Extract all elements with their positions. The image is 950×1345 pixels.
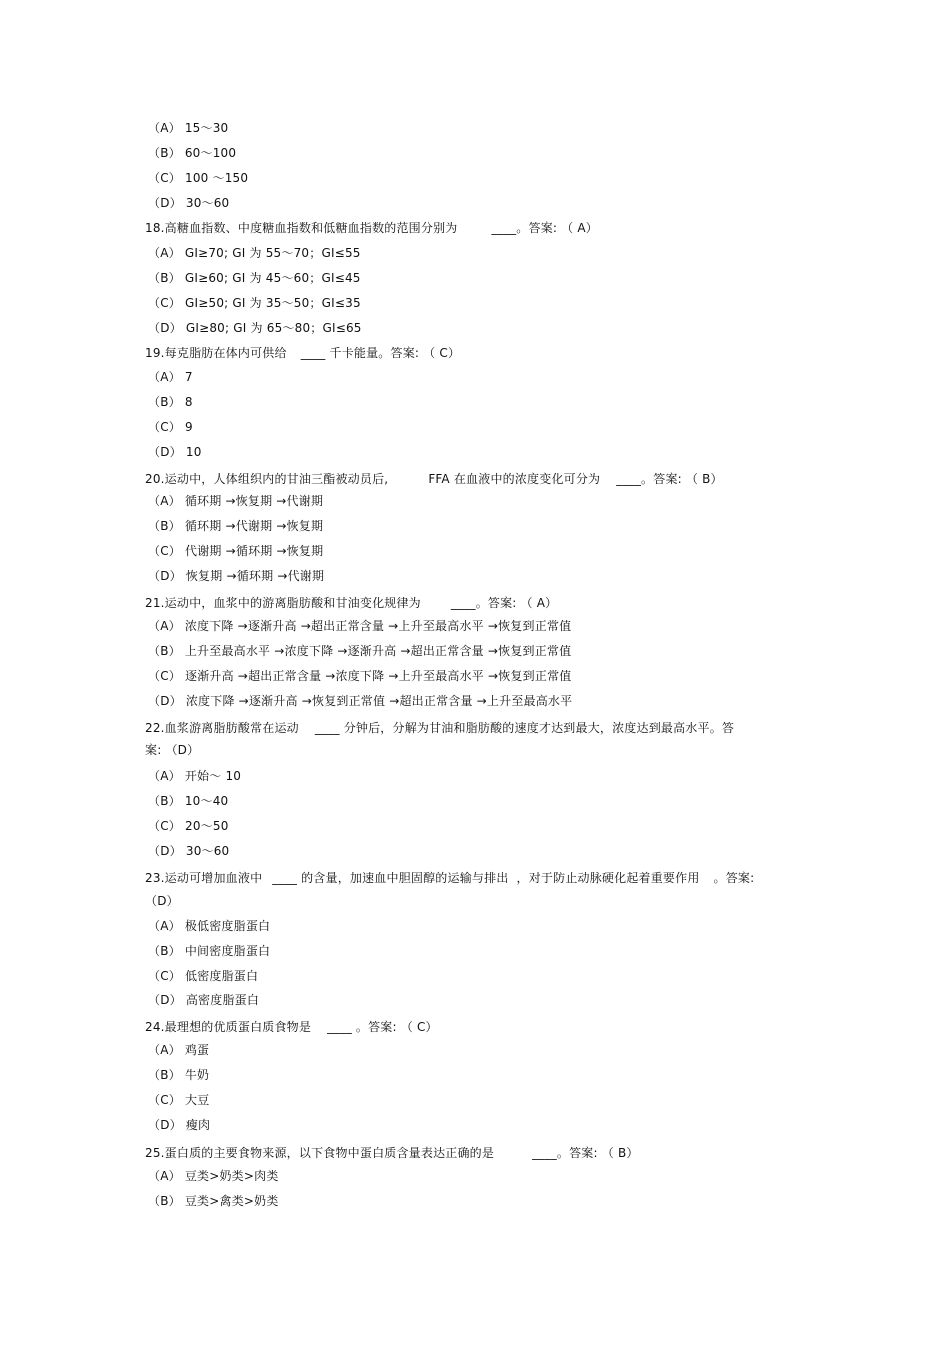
question-23 [145,870,754,886]
question-stem: 22.血浆游离脂肪酸常在运动 [145,721,299,735]
question-stem: 19.每克脂肪在体内可供给 [145,346,287,360]
question-stem: 18.高糖血指数、中度糖血指数和低糖血指数的范围分别为 [145,221,458,235]
option-a: （A） 鸡蛋 [148,1043,210,1057]
question-stem-cont: ____ 分钟后，分解为甘油和脂肪酸的速度才达到最大，浓度达到最高水平。答 [314,721,735,735]
option-d: （D） 恢复期 →循环期 →代谢期 [148,569,325,583]
question-20 [145,471,723,487]
question-answer: （D） [145,894,179,908]
option-d: （D） 瘦肉 [148,1118,211,1132]
question-answer: ____ 千卡能量。答案: （ C） [300,346,461,360]
option-c: （C） 20～50 [148,819,229,833]
question-21 [145,595,557,611]
question-answer: ____。答案: （ A） [491,221,598,235]
option-a: （A） 浓度下降 →逐渐升高 →超出正常含量 →上升至最高水平 →恢复到正常值 [148,619,572,633]
question-18 [145,220,598,236]
option-a: （A） GI≥70; GI 为 55～70；GI≤55 [148,246,361,260]
question-stem: 24.最理想的优质蛋白质食物是 [145,1020,312,1034]
option-d: （D） 高密度脂蛋白 [148,993,260,1007]
question-answer: 。答案: [713,871,755,885]
question-answer: ____。答案: （ A） [450,596,558,610]
option-a: （A） 7 [148,370,193,384]
option-b: （B） 牛奶 [148,1068,210,1082]
question-stem: 25.蛋白质的主要食物来源，以下食物中蛋白质含量表达正确的是 [145,1146,495,1160]
option-b: （B） GI≥60; GI 为 45～60；GI≤45 [148,271,361,285]
question-answer: 案: （D） [145,743,200,757]
option-c: （C） 逐渐升高 →超出正常含量 →浓度下降 →上升至最高水平 →恢复到正常值 [148,669,572,683]
option-b: （B） 10～40 [148,794,229,808]
option-d: （D） 10 [148,445,202,459]
option-d: （D） 30～60 [148,844,230,858]
option-d: （D） 浓度下降 →逐渐升高 →恢复到正常值 →超出正常含量 →上升至最高水平 [148,694,573,708]
option-c: （C） 大豆 [148,1093,210,1107]
question-answer: ____ 。答案: （ C） [327,1020,438,1034]
question-stem-cont: FFA 在血液中的浓度变化可分为 [428,472,601,486]
question-19 [145,345,460,361]
option-c: （C） 代谢期 →循环期 →恢复期 [148,544,324,558]
option-a: （A） 极低密度脂蛋白 [148,919,271,933]
question-stem-cont: ，对于防止动脉硬化起着重要作用 [516,871,700,885]
option-b: （B） 上升至最高水平 →浓度下降 →逐渐升高 →超出正常含量 →恢复到正常值 [148,644,572,658]
option-b: （B） 豆类>禽类>奶类 [148,1194,279,1208]
question-stem: 23.运动可增加血液中 [145,871,263,885]
question-24 [145,1019,438,1035]
option-d: （D） 30～60 [148,196,230,210]
option-c: （C） GI≥50; GI 为 35～50；GI≤35 [148,296,361,310]
option-c: （C） 低密度脂蛋白 [148,969,259,983]
question-22 [145,720,734,736]
option-a: （A） 循环期 →恢复期 →代谢期 [148,494,324,508]
option-b: （B） 循环期 →代谢期 →恢复期 [148,519,324,533]
option-a: （A） 15～30 [148,121,229,135]
question-25 [145,1145,639,1161]
option-b: （B） 8 [148,395,193,409]
question-stem: 20.运动中，人体组织内的甘油三酯被动员后, [145,472,389,486]
question-answer: ____。答案: （ B） [532,1146,639,1160]
option-a: （A） 开始～ 10 [148,769,242,783]
option-b: （B） 60～100 [148,146,237,160]
option-a: （A） 豆类>奶类>肉类 [148,1169,279,1183]
option-d: （D） GI≥80; GI 为 65～80；GI≤65 [148,321,362,335]
option-c: （C） 9 [148,420,193,434]
option-c: （C） 100 ～150 [148,171,249,185]
question-stem: 21.运动中，血浆中的游离脂肪酸和甘油变化规律为 [145,596,421,610]
question-answer: ____。答案: （ B） [616,472,723,486]
option-b: （B） 中间密度脂蛋白 [148,944,271,958]
question-stem-cont: ____ 的含量，加速血中胆固醇的运输与排出 [272,871,509,885]
